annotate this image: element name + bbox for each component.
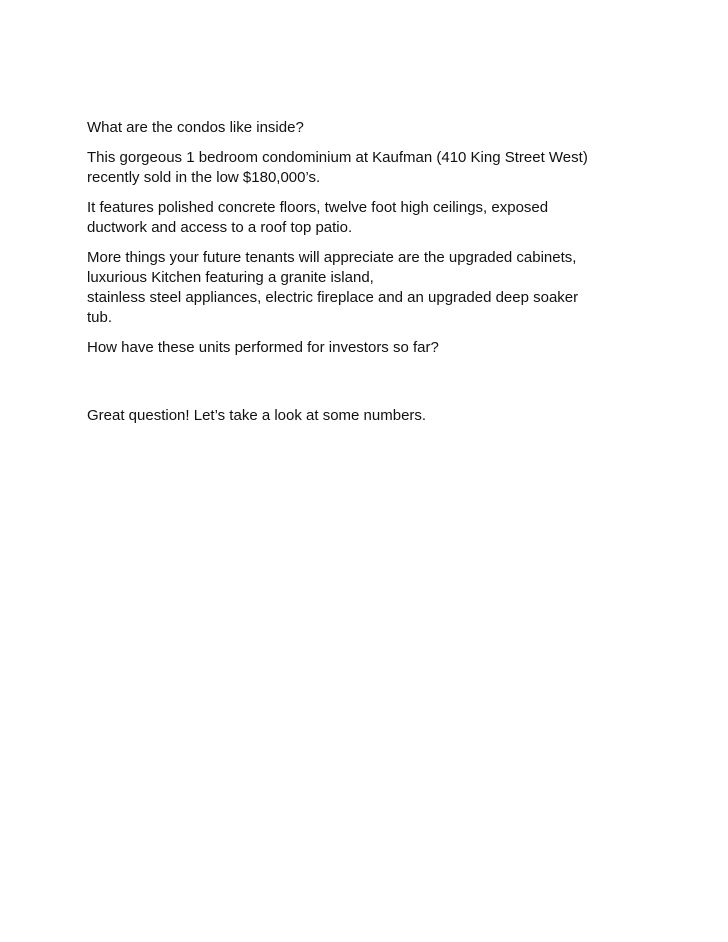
text-line: tub. — [87, 309, 113, 326]
blank-space — [87, 368, 667, 406]
text-line: What are the condos like inside? — [87, 119, 304, 136]
question-heading-condos — [87, 118, 667, 138]
text-line: luxurious Kitchen featuring a granite island, — [87, 269, 374, 286]
text-line: This gorgeous 1 bedroom condominium at Kaufman (410 King Street West) — [87, 149, 588, 166]
paragraph-features — [87, 198, 667, 238]
question-heading-performance — [87, 338, 667, 358]
text-line: It features polished concrete floors, twelve foot high ceilings, exposed — [87, 199, 549, 216]
document-body — [87, 118, 667, 436]
paragraph-numbers-intro — [87, 406, 667, 426]
text-line: Great question! Let’s take a look at some numbers. — [87, 407, 427, 424]
paragraph-tenant-amenities — [87, 248, 667, 328]
text-line: More things your future tenants will appreciate are the upgraded cabinets, — [87, 249, 577, 266]
text-line: recently sold in the low $180,000’s. — [87, 169, 321, 186]
text-line: How have these units performed for investors so far? — [87, 339, 439, 356]
text-line: stainless steel appliances, electric fireplace and an upgraded deep soaker — [87, 289, 579, 306]
paragraph-condo-sale — [87, 148, 667, 188]
text-line: ductwork and access to a roof top patio. — [87, 219, 353, 236]
